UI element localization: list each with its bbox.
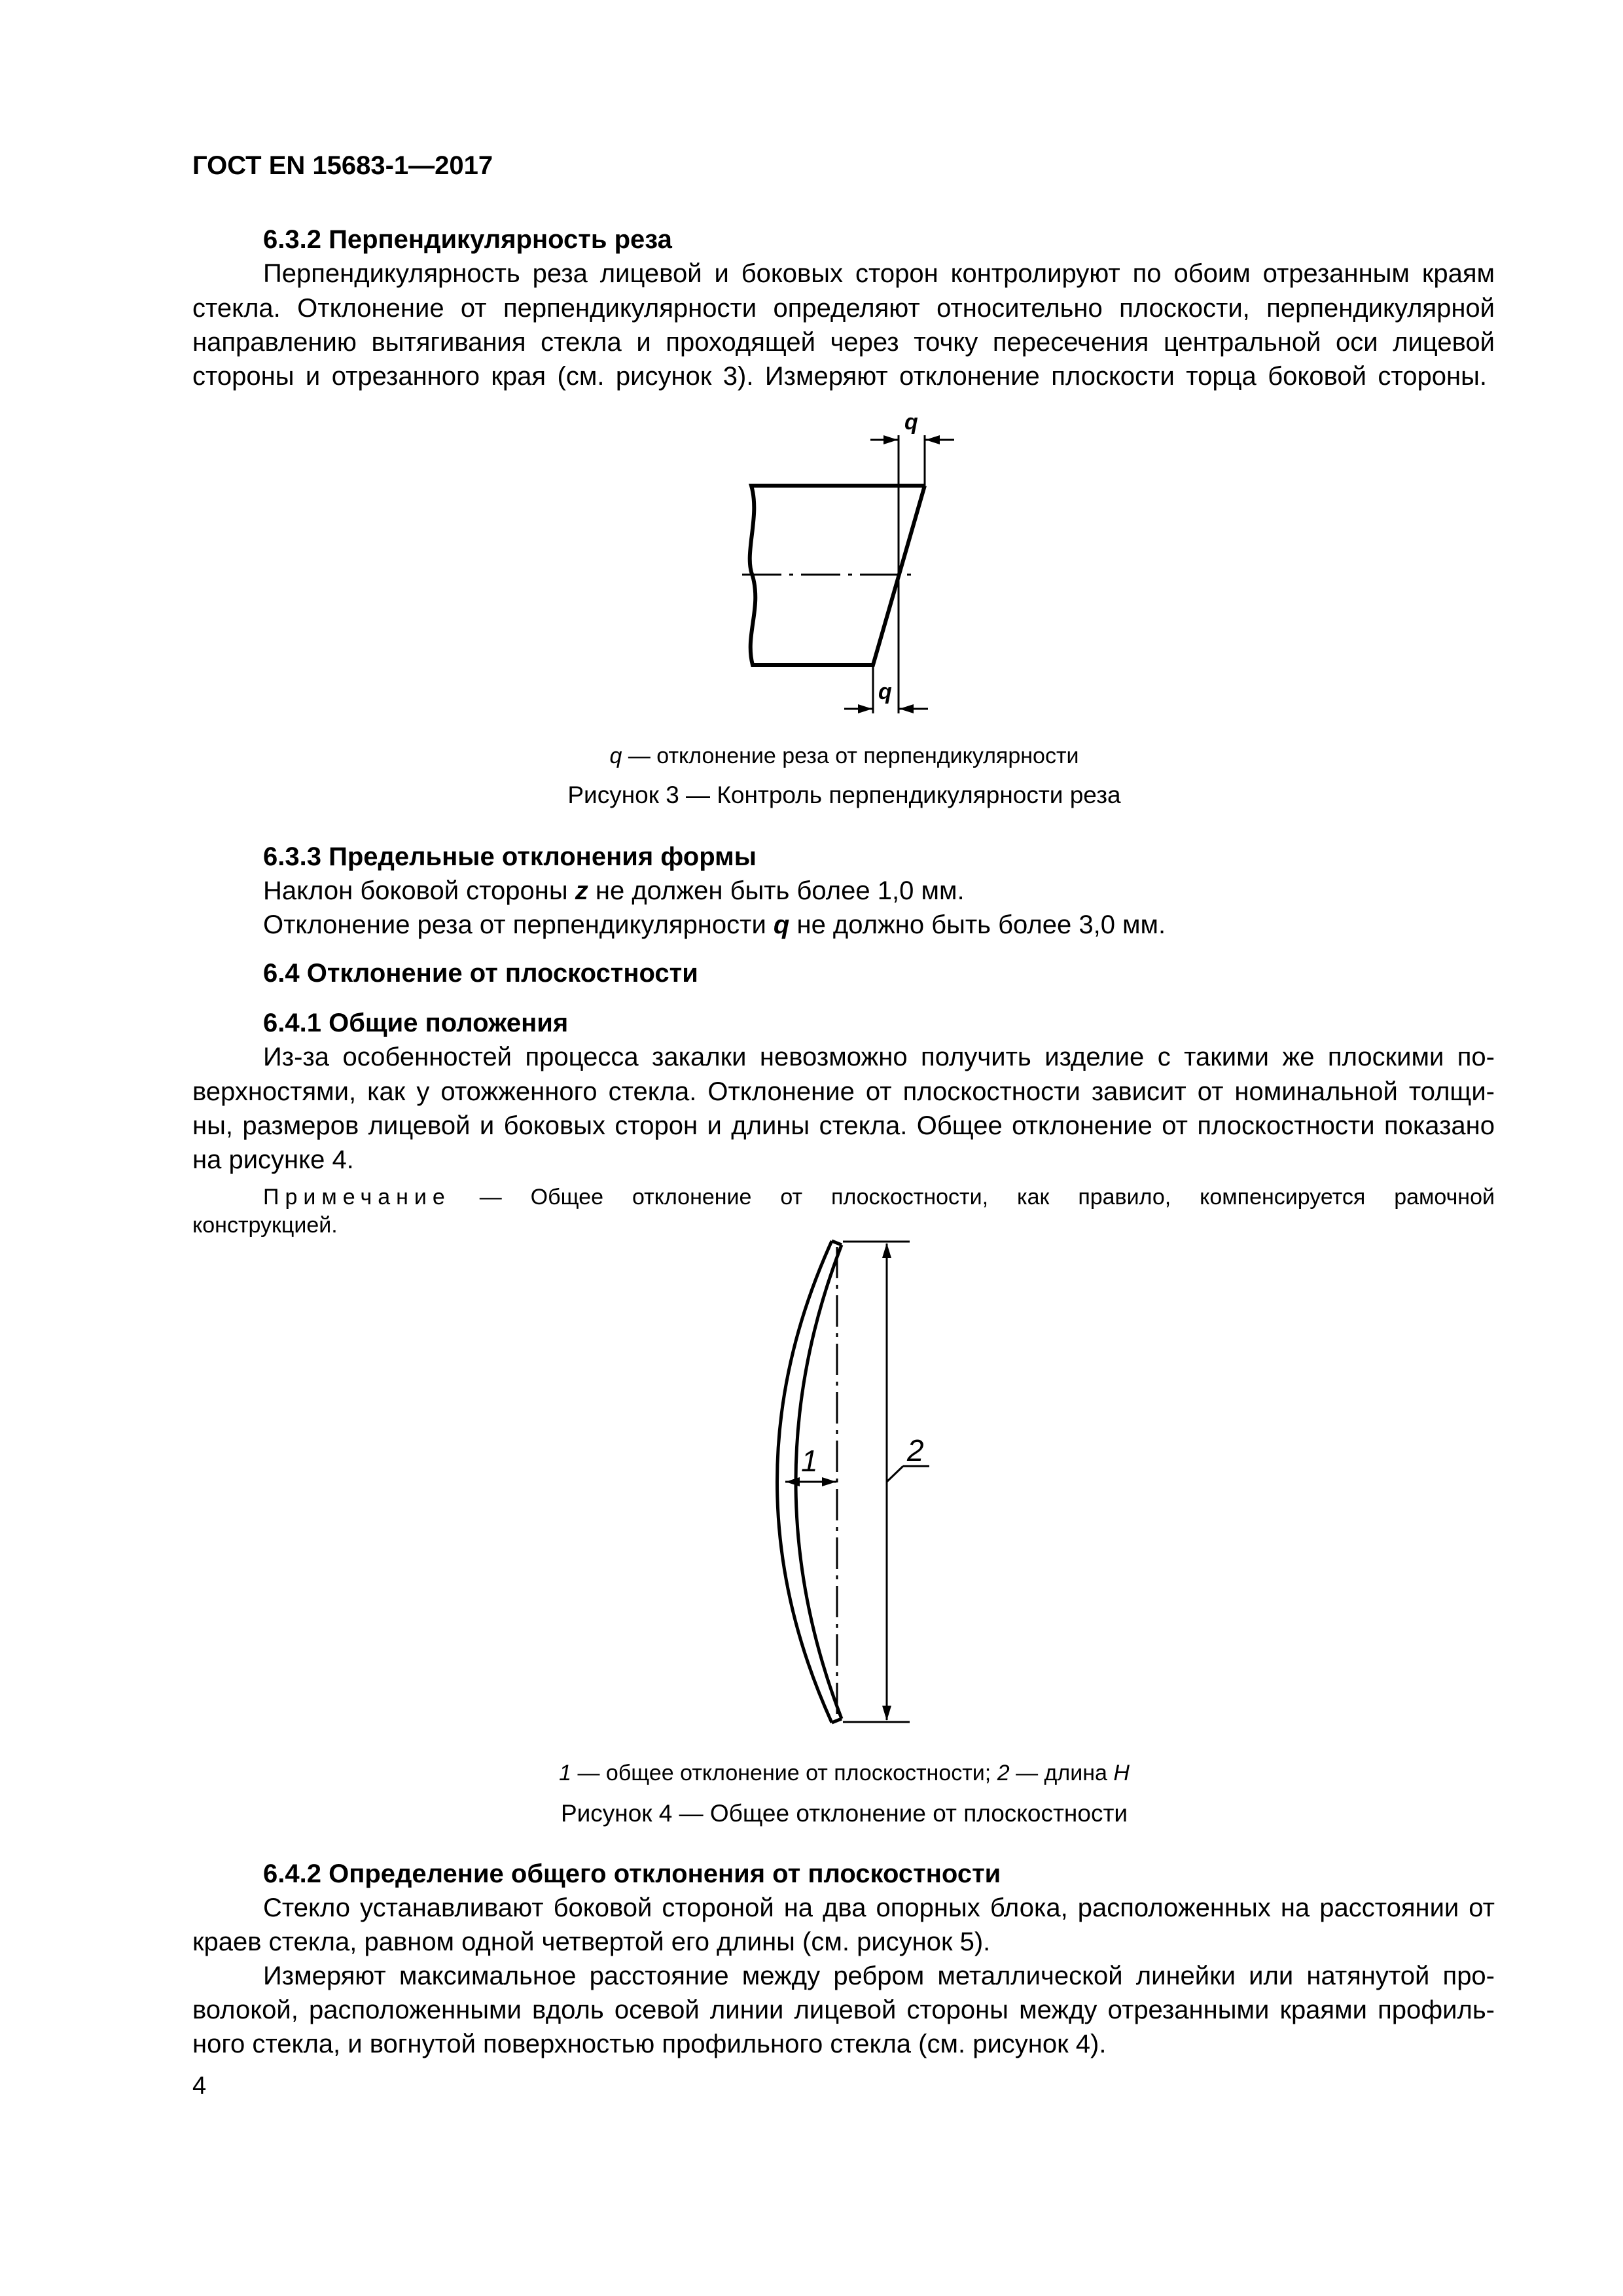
figure-4-legend-1-text: — общее отклонение от плоскостности;: [571, 1761, 997, 1785]
figure-3-arrow-bottom-left: [858, 704, 872, 713]
figure-4-legend-2-text: — длина: [1009, 1761, 1114, 1785]
section-6-4-1-line-3: ны, размеров лицевой и боковых сторон и длины стекла. Общее отклонение от плоскостности показано: [192, 1111, 1495, 1140]
section-6-3-3-line-1-b: не должен быть более 1,0 мм.: [588, 876, 965, 905]
section-6-3-2-line-1: Перпендикулярность реза лицевой и боковых сторон контролируют по обоим отрезанным краям: [263, 259, 1495, 288]
figure-4-legend-2-num: 2: [997, 1761, 1010, 1785]
section-6-4-2-line-1: Стекло устанавливают боковой стороной на два опорных блока, расположенных на расстоянии от: [263, 1893, 1495, 1922]
note: [263, 1183, 1495, 1211]
section-6-4-1-heading: 6.4.1 Общие положения: [263, 1009, 569, 1037]
figure-4-legend-2-symbol: H: [1113, 1761, 1130, 1785]
figure-3-arrow-top-left: [883, 435, 898, 444]
note-last-line: конструкцией.: [192, 1213, 338, 1238]
note-word: компенсируется: [1200, 1185, 1366, 1210]
figure-4-arrow-deviation-left: [785, 1477, 800, 1486]
section-6-3-2-heading: 6.3.2 Перпендикулярность реза: [263, 225, 672, 254]
note-word: как: [1016, 1185, 1050, 1210]
section-6-4-1-line-1: Из-за особенностей процесса закалки невозможно получить изделие с такими же плоскими по-: [263, 1043, 1495, 1071]
section-6-3-3-line-2: [263, 908, 1166, 941]
note-word: от: [780, 1185, 803, 1210]
section-6-3-2-line-2: стекла. Отклонение от перпендикулярности определяют относительно плоскости, перпендикулярной: [192, 294, 1495, 323]
section-6-4-2-line-2: краев стекла, равном одной четвертой его длины (см. рисунок 5).: [192, 1928, 991, 1956]
figure-4-legend: [0, 1759, 1623, 1787]
figure-3-legend-symbol: q: [609, 744, 622, 768]
figure-4-caption: Рисунок 4 — Общее отклонение от плоскостности: [560, 1800, 1128, 1827]
section-6-4-2-line-5: ного стекла, и вогнутой поверхностью профильного стекла (см. рисунок 4).: [192, 2030, 1107, 2058]
figure-3-arrow-top-right: [925, 435, 940, 444]
figure-3-caption: Рисунок 3 — Контроль перпендикулярности реза: [567, 781, 1121, 808]
figure-3-diagram: [733, 399, 969, 720]
note-label: Примечание: [263, 1185, 451, 1210]
figure-3-legend-text: — отклонение реза от перпендикулярности: [622, 744, 1079, 768]
section-6-4-heading: 6.4 Отклонение от плоскостности: [263, 959, 698, 988]
note-word: Общее: [530, 1185, 604, 1210]
figure-4-arrow-length-bottom: [882, 1706, 891, 1721]
figure-3-legend: [0, 742, 1623, 770]
section-6-4-2-line-4: волокой, расположенными вдоль осевой линии лицевой стороны между отрезанными краями профиль-: [192, 1996, 1495, 2024]
symbol-q: q: [773, 910, 790, 939]
section-6-3-3-line-2-a: Отклонение реза от перпендикулярности: [263, 910, 774, 939]
figure-4-label-2: 2: [907, 1433, 924, 1467]
note-word: плоскостности,: [831, 1185, 989, 1210]
section-6-3-2-line-4: стороны и отрезанного края (см. рисунок 3). Измеряют отклонение плоскости торца боковой стороны.: [192, 362, 1487, 391]
figure-4-arrow-deviation-right: [822, 1477, 836, 1486]
section-6-4-2-heading: 6.4.2 Определение общего отклонения от плоскостности: [263, 1859, 1001, 1888]
section-6-3-2-line-3: направлению вытягивания стекла и проходящей через точку пересечения центральной оси лицевой: [192, 328, 1495, 357]
standard-header: ГОСТ EN 15683-1—2017: [192, 151, 493, 180]
section-6-3-3-line-1-a: Наклон боковой стороны: [263, 876, 575, 905]
note-word: рамочной: [1394, 1185, 1495, 1210]
section-6-4-2-line-3: Измеряют максимальное расстояние между ребром металлической линейки или натянутой про-: [263, 1962, 1495, 1990]
figure-4-label-1: 1: [801, 1444, 818, 1478]
figure-3-label-q-bottom: q: [878, 679, 892, 704]
symbol-z: z: [575, 876, 588, 905]
page-number: 4: [192, 2072, 207, 2100]
figure-3-label-q-top: q: [904, 410, 918, 435]
figure-3-arrow-bottom-right: [899, 704, 914, 713]
note-word: правило,: [1078, 1185, 1171, 1210]
figure-4-glass-bottom-cap: [832, 1719, 842, 1723]
figure-4-legend-1-num: 1: [559, 1761, 572, 1785]
figure-4-glass-top-cap: [832, 1241, 842, 1245]
section-6-4-1-line-2: верхностями, как у отожженного стекла. Отклонение от плоскостности зависит от номинальной толщи-: [192, 1077, 1495, 1106]
section-6-3-3-heading: 6.3.3 Предельные отклонения формы: [263, 842, 757, 871]
figure-4-diagram: [753, 1230, 962, 1754]
section-6-3-3-line-2-b: не должно быть более 3,0 мм.: [789, 910, 1166, 939]
note-dash: —: [479, 1185, 502, 1210]
note-word: отклонение: [632, 1185, 752, 1210]
figure-4-leader-2: [887, 1466, 903, 1482]
figure-4-arrow-length-top: [882, 1243, 891, 1258]
section-6-3-3-line-1: [263, 874, 965, 907]
section-6-4-1-line-4: на рисунке 4.: [192, 1145, 354, 1174]
